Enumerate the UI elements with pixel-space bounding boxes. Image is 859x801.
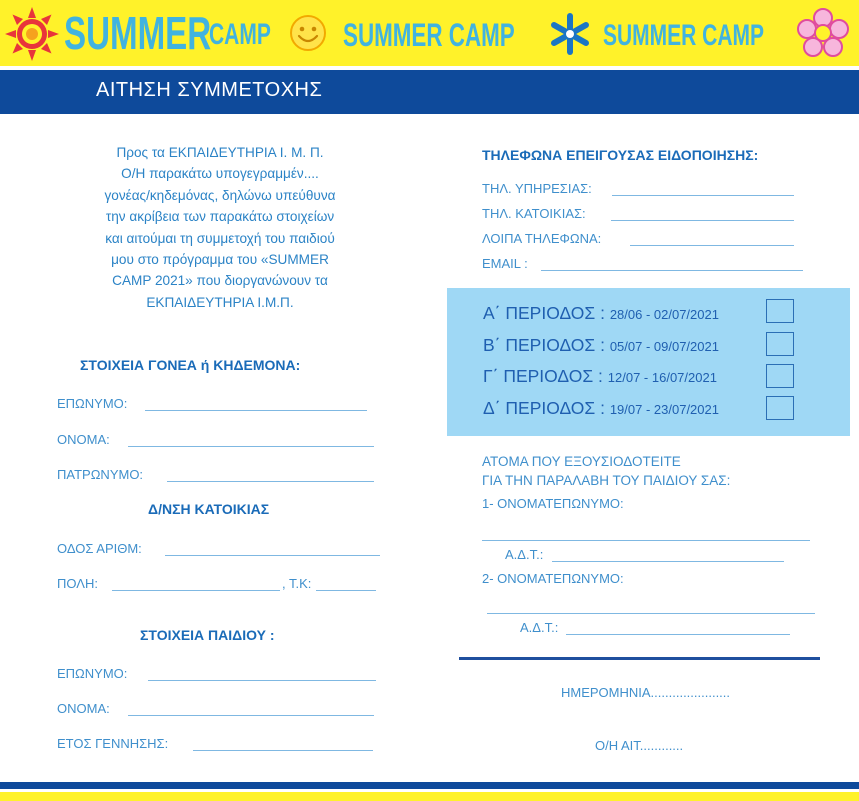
intro-line: CAMP 2021» που διοργανώνουν τα bbox=[112, 273, 328, 289]
home-phone-field[interactable] bbox=[611, 220, 794, 221]
home-phone-label: ΤΗΛ. ΚΑΤΟΙΚΙΑΣ: bbox=[482, 206, 586, 221]
other-phones-field[interactable] bbox=[630, 245, 794, 246]
child-surname-label: ΕΠΩΝΥΜΟ: bbox=[57, 666, 128, 681]
sun-icon bbox=[4, 6, 60, 62]
person2-id-label: Α.Δ.Τ.: bbox=[520, 620, 559, 635]
postcode-field[interactable] bbox=[316, 590, 376, 591]
period-c bbox=[483, 366, 717, 387]
banner-camp-1: CAMP bbox=[209, 18, 271, 51]
email-label: EMAIL : bbox=[482, 256, 528, 271]
intro-line: ΕΚΠΑΙΔΕΥΤΗΡΙΑ Ι.Μ.Π. bbox=[146, 294, 294, 310]
period-c-label: Γ΄ ΠΕΡΙΟΔΟΣ : bbox=[483, 366, 603, 386]
period-a-dates: 28/06 - 02/07/2021 bbox=[609, 307, 719, 322]
child-birth-year-field[interactable] bbox=[193, 750, 373, 751]
smiley-icon bbox=[289, 14, 327, 52]
period-a-label: Α΄ ΠΕΡΙΟΔΟΣ : bbox=[483, 303, 605, 323]
period-d-label: Δ΄ ΠΕΡΙΟΔΟΣ : bbox=[483, 398, 605, 418]
period-d-checkbox[interactable] bbox=[766, 396, 794, 420]
intro-line: μου στο πρόγραμμα του «SUMMER bbox=[111, 252, 329, 268]
period-d bbox=[483, 398, 719, 419]
intro-line: και αιτούμαι τη συμμετοχή του παιδιού bbox=[105, 230, 335, 246]
child-surname-field[interactable] bbox=[148, 680, 376, 681]
period-b bbox=[483, 335, 719, 356]
intro-line: γονέας/κηδεμόνας, δηλώνω υπεύθυνα bbox=[104, 187, 336, 203]
period-a-checkbox[interactable] bbox=[766, 299, 794, 323]
intro-line: Ο/Η παρακάτω υπογεγραμμέν.... bbox=[121, 166, 319, 182]
parent-name-label: ΟΝΟΜΑ: bbox=[57, 432, 110, 447]
authorized-heading-line2: ΓΙΑ ΤΗΝ ΠΑΡΑΛΑΒΗ ΤΟΥ ΠΑΙΔΙΟΥ ΣΑΣ: bbox=[482, 473, 731, 488]
intro-line: Προς τα ΕΚΠΑΙΔΕΥΤΗΡΙΑ Ι. Μ. Π. bbox=[116, 145, 324, 160]
banner-summer-camp-2: SUMMER CAMP bbox=[343, 17, 515, 53]
child-heading: ΣΤΟΙΧΕΙΑ ΠΑΙΔΙΟΥ : bbox=[140, 627, 275, 643]
period-c-checkbox[interactable] bbox=[766, 364, 794, 388]
other-phones-label: ΛΟΙΠΑ ΤΗΛΕΦΩΝΑ: bbox=[482, 231, 602, 246]
parent-patronymic-label: ΠΑΤΡΩΝΥΜΟ: bbox=[57, 467, 144, 482]
snowflake-icon bbox=[548, 12, 592, 56]
parent-patronymic-field[interactable] bbox=[167, 481, 374, 482]
page-title: ΑΙΤΗΣΗ ΣΥΜΜΕΤΟΧΗΣ bbox=[96, 79, 323, 101]
parent-surname-label: ΕΠΩΝΥΜΟ: bbox=[57, 396, 128, 411]
period-b-label: Β΄ ΠΕΡΙΟΔΟΣ : bbox=[483, 335, 605, 355]
period-b-checkbox[interactable] bbox=[766, 332, 794, 356]
top-banner bbox=[0, 0, 859, 66]
period-d-dates: 19/07 - 23/07/2021 bbox=[609, 402, 719, 417]
work-phone-label: ΤΗΛ. ΥΠΗΡΕΣΙΑΣ: bbox=[482, 181, 592, 196]
city-field[interactable] bbox=[112, 590, 280, 591]
person2-id-field[interactable] bbox=[566, 634, 790, 635]
parent-surname-field[interactable] bbox=[145, 410, 367, 411]
street-field[interactable] bbox=[165, 555, 380, 556]
signature-label: Ο/Η ΑΙΤ............ bbox=[595, 738, 684, 753]
intro-paragraph bbox=[50, 142, 390, 313]
intro-line: την ακρίβεια των παρακάτω στοιχείων bbox=[105, 209, 335, 225]
person1-name-field[interactable] bbox=[482, 540, 810, 541]
person1-id-label: Α.Δ.Τ.: bbox=[505, 547, 544, 562]
phones-heading: ΤΗΛΕΦΩΝΑ ΕΠΕΙΓΟΥΣΑΣ ΕΙΔΟΠΟΙΗΣΗΣ: bbox=[482, 147, 759, 163]
authorized-heading-line1: ΑΤΟΜΑ ΠΟΥ ΕΞΟΥΣΙΟΔΟΤΕΙΤΕ bbox=[482, 454, 681, 469]
email-field[interactable] bbox=[541, 270, 803, 271]
child-name-field[interactable] bbox=[128, 715, 374, 716]
city-label: ΠΟΛΗ: bbox=[57, 576, 98, 591]
parent-name-field[interactable] bbox=[128, 446, 374, 447]
period-c-dates: 12/07 - 16/07/2021 bbox=[607, 370, 717, 385]
banner-summer-1: SUMMER bbox=[64, 7, 212, 59]
postcode-label: , Τ.Κ: bbox=[282, 576, 312, 591]
period-a bbox=[483, 303, 719, 324]
section-divider bbox=[459, 657, 820, 660]
person1-id-field[interactable] bbox=[552, 561, 784, 562]
work-phone-field[interactable] bbox=[612, 195, 794, 196]
period-b-dates: 05/07 - 09/07/2021 bbox=[609, 339, 719, 354]
flower-icon bbox=[796, 8, 850, 58]
banner-summer-camp-3: SUMMER CAMP bbox=[603, 19, 764, 52]
child-name-label: ΟΝΟΜΑ: bbox=[57, 701, 110, 716]
bottom-yellow-band bbox=[0, 792, 859, 801]
date-label: ΗΜΕΡΟΜΗΝΙΑ...................... bbox=[561, 685, 731, 700]
address-heading: Δ/ΝΣΗ ΚΑΤΟΙΚΙΑΣ bbox=[148, 501, 270, 517]
person2-label: 2- ΟΝΟΜΑΤΕΠΩΝΥΜΟ: bbox=[482, 571, 624, 586]
person1-label: 1- ΟΝΟΜΑΤΕΠΩΝΥΜΟ: bbox=[482, 496, 624, 511]
street-label: ΟΔΟΣ ΑΡΙΘΜ: bbox=[57, 541, 142, 556]
person2-name-field[interactable] bbox=[487, 613, 815, 614]
child-birth-year-label: ΕΤΟΣ ΓΕΝΝΗΣΗΣ: bbox=[57, 736, 169, 751]
bottom-blue-band bbox=[0, 782, 859, 789]
parent-heading: ΣΤΟΙΧΕΙΑ ΓΟΝΕΑ ή ΚΗΔΕΜΟΝΑ: bbox=[80, 357, 301, 373]
